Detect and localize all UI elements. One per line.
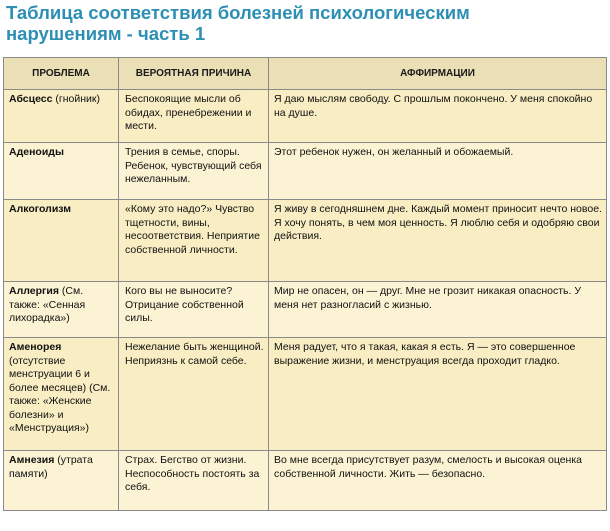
header-cause: ВЕРОЯТНАЯ ПРИЧИНА: [119, 58, 269, 90]
cause-cell: Страх. Бегство от жизни. Неспособность постоять за себя.: [119, 451, 269, 511]
affirmation-cell: Мир не опасен, он — друг. Мне не грозит никакая опасность. У меня нет разногласий с жизнью.: [269, 282, 607, 338]
title-line-2: нарушениям - часть 1: [6, 23, 206, 44]
problem-cell: [4, 338, 119, 451]
problem-note: (См. также: «Сенная лихорадка»): [9, 285, 86, 324]
cause-cell: Беспокоящие мысли об обидах, пренебрежении и мести.: [119, 90, 269, 143]
title-line-1: Таблица соответствия болезней психологическим: [6, 2, 470, 23]
page-title: [0, 0, 610, 44]
problem-cell: [4, 90, 119, 143]
table-row: [4, 143, 607, 200]
problem-note: (гнойник): [52, 93, 100, 105]
problem-note: (утрата памяти): [9, 454, 93, 480]
affirmation-cell: Этот ребенок нужен, он желанный и обожаемый.: [269, 143, 607, 200]
problem-name: Алкоголизм: [9, 203, 72, 215]
cause-cell: «Кому это надо?» Чувство тщетности, вины, несоответствия. Неприятие собственной личности.: [119, 200, 269, 282]
cause-cell: Кого вы не выносите? Отрицание собственной силы.: [119, 282, 269, 338]
problem-name: Аденоиды: [9, 146, 64, 158]
table-header-row: [4, 58, 607, 90]
cause-cell: Трения в семье, споры. Ребенок, чувствующий себя нежеланным.: [119, 143, 269, 200]
table-row: [4, 338, 607, 451]
table-row: [4, 451, 607, 511]
cause-cell: Нежелание быть женщиной. Неприязнь к самой себе.: [119, 338, 269, 451]
affirmation-cell: Во мне всегда присутствует разум, смелость и высокая оценка собственной личности. Жить — безопасно.: [269, 451, 607, 511]
header-affirmation: АФФИРМАЦИИ: [269, 58, 607, 90]
disease-table: [3, 57, 607, 511]
problem-name: Аменорея: [9, 341, 62, 353]
problem-name: Амнезия: [9, 454, 55, 466]
problem-cell: [4, 451, 119, 511]
problem-cell: [4, 143, 119, 200]
table-row: [4, 282, 607, 338]
table-row: [4, 200, 607, 282]
table-row: [4, 90, 607, 143]
problem-cell: [4, 282, 119, 338]
problem-cell: [4, 200, 119, 282]
affirmation-cell: Я живу в сегодняшнем дне. Каждый момент приносит нечто новое. Я хочу понять, в чем моя ценность. Я люблю себя и одобряю свои действия.: [269, 200, 607, 282]
affirmation-cell: Я даю мыслям свободу. С прошлым покончено. У меня спокойно на душе.: [269, 90, 607, 143]
problem-note: (отсутствие менструации 6 и более месяцев) (См. также: «Женские болезни» и «Менструация»): [9, 354, 111, 434]
affirmation-cell: Меня радует, что я такая, какая я есть. Я — это совершенное выражение жизни, и менструация всегда проходит гладко.: [269, 338, 607, 451]
problem-name: Аллергия: [9, 285, 59, 297]
header-problem: ПРОБЛЕМА: [4, 58, 119, 90]
problem-name: Абсцесс: [9, 93, 53, 105]
